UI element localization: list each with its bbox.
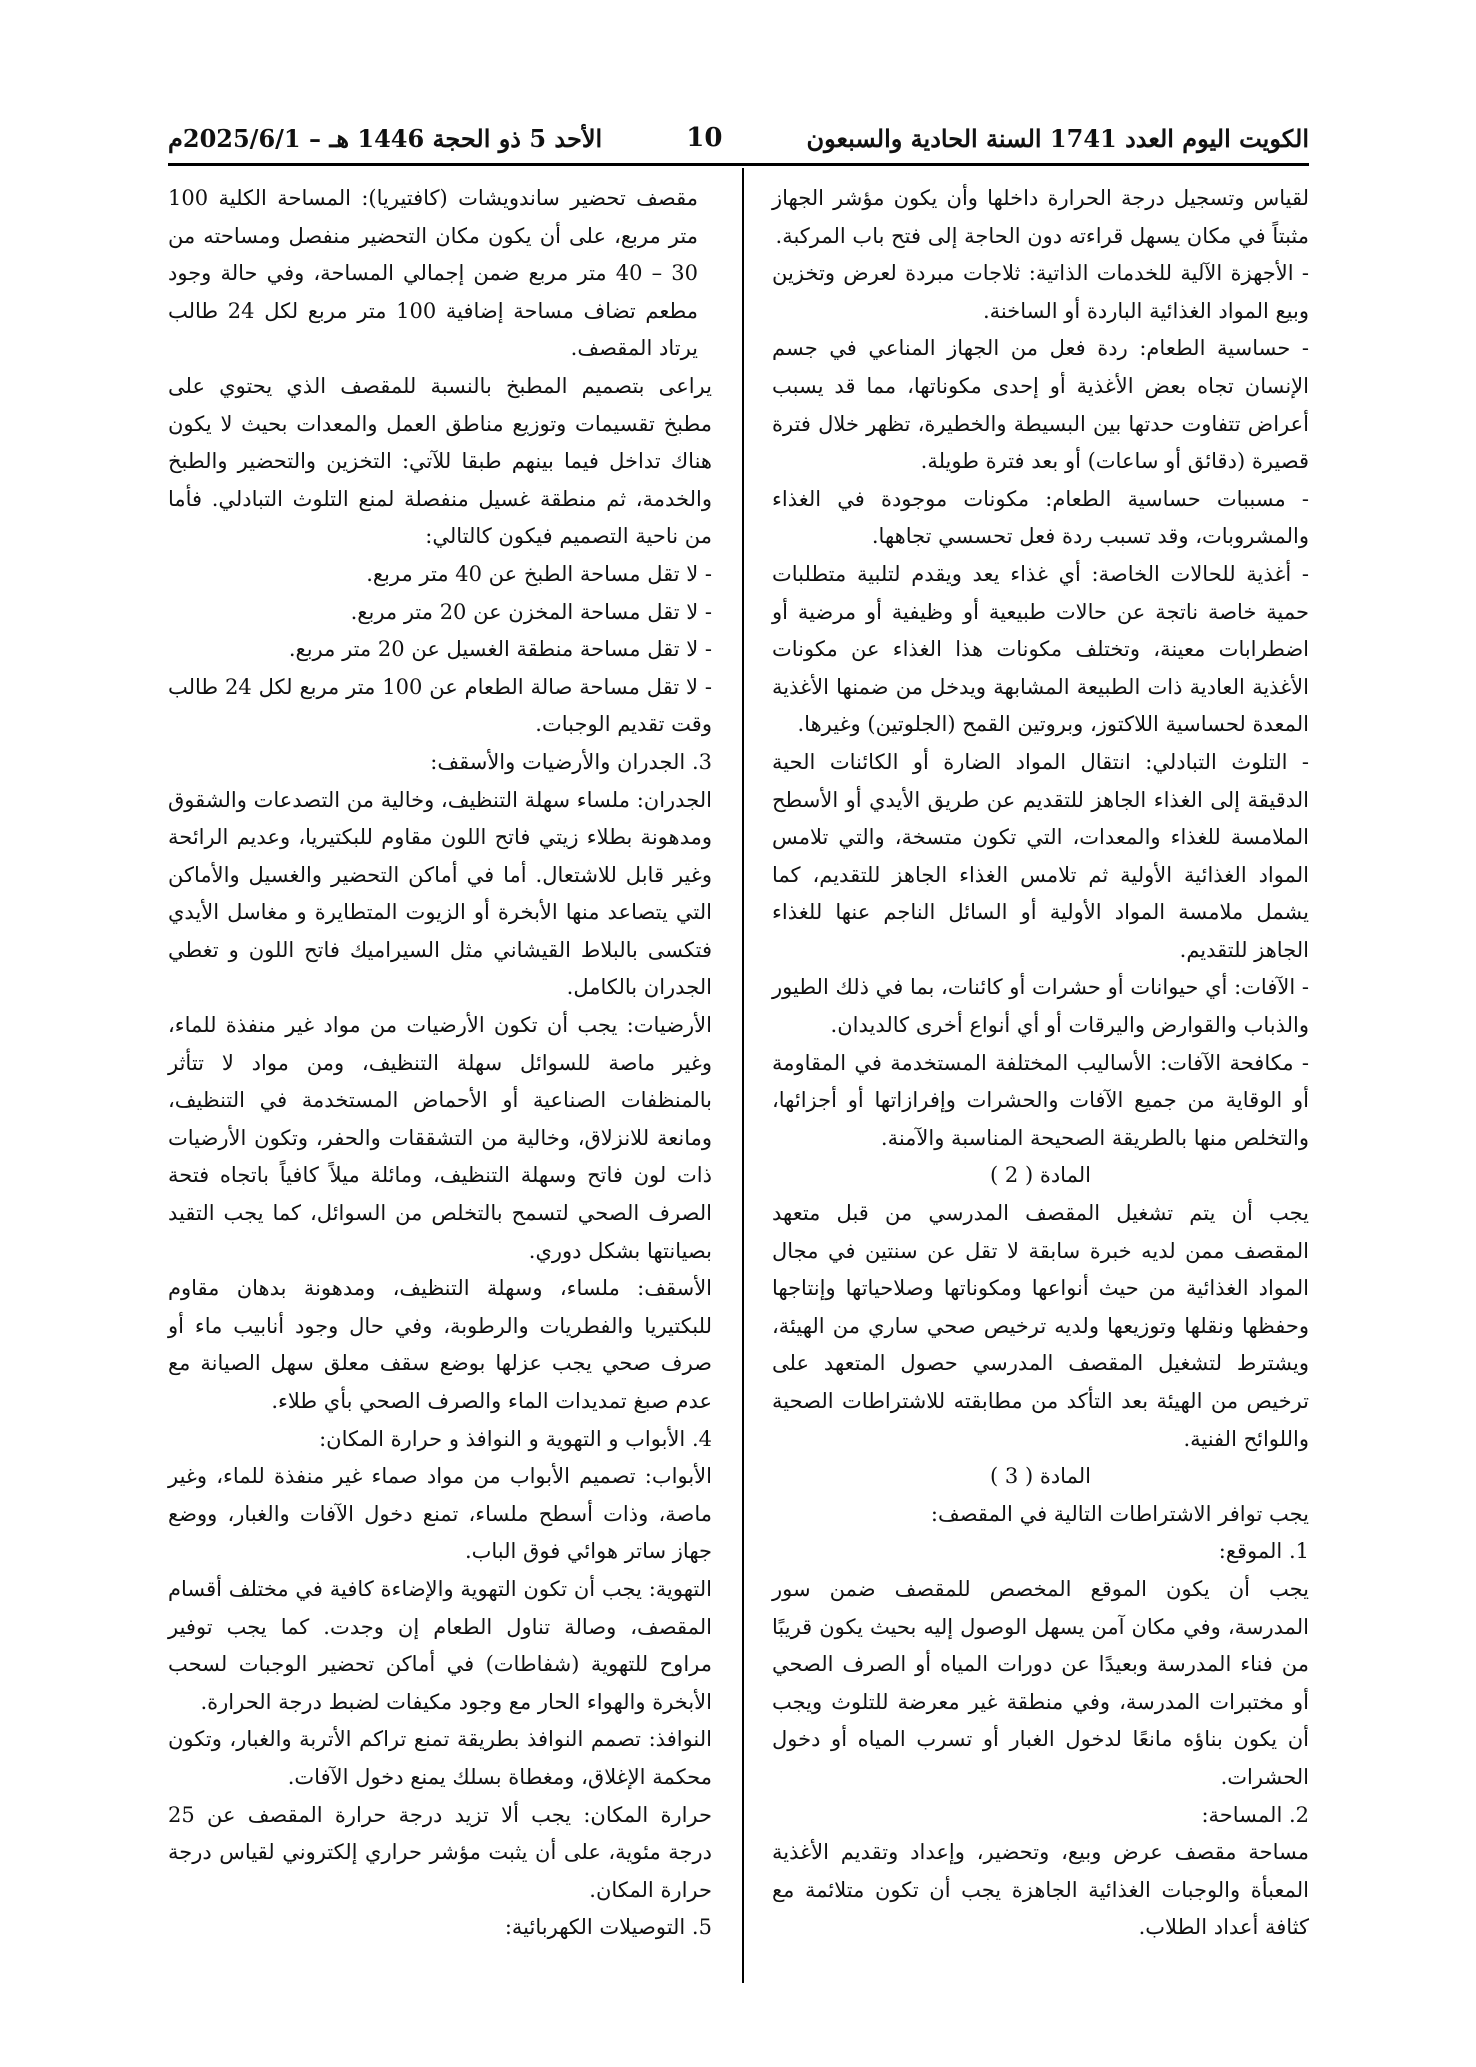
article-3-heading: المادة ( 3 ): [990, 1464, 1091, 1489]
header-rule: [168, 163, 1309, 166]
section-area-text: مساحة مقصف عرض وبيع، وتحضير، وإعداد وتقديم الأغذية المعبأة والوجبات الغذائية الجاهزة يجب أن تكون متلائمة مع كثافة أعداد الطلاب.: [772, 1840, 1309, 1940]
right-column: [772, 180, 1309, 1947]
left-column: [168, 180, 712, 1947]
temperature-text: حرارة المكان: يجب ألا تزيد درجة حرارة المقصف عن 25 درجة مئوية، على أن يثبت مؤشر حراري إلكتروني لقياس درجة حرارة المكان.: [168, 1802, 712, 1902]
publication-date: الأحد 5 ذو الحجة 1446 هـ – 2025/6/1م: [168, 123, 603, 153]
windows-text: النوافذ: تصمم النوافذ بطريقة تمنع تراكم الأتربة والغبار، وتكون محكمة الإغلاق، ومغطاة بسلك يمنع دخول الآفات.: [168, 1727, 712, 1789]
article-2-heading: المادة ( 2 ): [990, 1163, 1091, 1188]
section-location-text: يجب أن يكون الموقع المخصص للمقصف ضمن سور المدرسة، وفي مكان آمن يسهل الوصول إليه بحيث يكون قريبًا من فناء المدرسة وبعيدًا عن دورات المياه أو الصرف الصحي أو مختبرات المدرسة، وفي منطقة غير معرضة للتلوث ويجب أن يكون بناؤه مانعًا لدخول الغبار أو تسرب المياه أو دخول الحشرات.: [772, 1576, 1309, 1789]
article-2-text: يجب أن يتم تشغيل المقصف المدرسي من قبل متعهد المقصف ممن لديه خبرة سابقة لا تقل عن سنتين في مجال المواد الغذائية من حيث أنواعها ومكوناتها وصلاحياتها وإنتاجها وحفظها ونقلها وتوزيعها ولديه ترخيص صحي ساري من الهيئة، ويشترط لتشغيل المقصف المدرسي حصول المتعهد على ترخيص من الهيئة بعد التأكد من مطابقته للاشتراطات الصحية واللوائح الفنية.: [772, 1201, 1309, 1451]
section-walls-heading: 3. الجدران والأرضيات والأسقف:: [430, 749, 712, 774]
section-doors-heading: 4. الأبواب و التهوية و النوافذ و حرارة المكان:: [319, 1426, 712, 1451]
definition-special-diet-foods: - أغذية للحالات الخاصة: أي غذاء يعد ويقدم لتلبية متطلبات حمية خاصة ناتجة عن حالات طبيعية أو وظيفية أو مرضية أو اضطرابات معينة، وتختلف مكونات هذا الغذاء عن مكونات الأغذية العادية ذات الطبيعة المشابهة ويدخل من ضمنها الأغذية المعدة لحساسية اللاكتوز، وبروتين القمح (الجلوتين) وغيرها.: [772, 561, 1309, 737]
floors-text: الأرضيات: يجب أن تكون الأرضيات من مواد غير منفذة للماء، وغير ماصة للسوائل سهلة التنظيف، ومن مواد لا تتأثر بالمنظفات الصناعية أو الأحماض المستخدمة في التنظيف، ومانعة للانزلاق، وخالية من التشققات والحفر، وتكون الأرضيات ذات لون فاتح وسهلة التنظيف، ومائلة ميلاً كافياً باتجاه فتحة الصرف الصحي لتسمح بالتخلص من السوائل، كما يجب التقيد بصيانتها بشكل دوري.: [168, 1013, 712, 1263]
page-number: 10: [686, 123, 723, 153]
list-item: - لا تقل مساحة صالة الطعام عن 100 متر مربع لكل 24 طالب وقت تقديم الوجبات.: [168, 674, 713, 737]
section-electrical-heading: 5. التوصيلات الكهربائية:: [504, 1915, 712, 1940]
kitchen-design-text: يراعى بتصميم المطبخ بالنسبة للمقصف الذي يحتوي على مطبخ تقسيمات وتوزيع مناطق العمل والمعدات بحيث لا يكون هناك تداخل فيما بينهم طبقا للآتي: التخزين والتحضير والطبخ والخدمة، ثم منطقة غسيل منفصلة لمنع التلوث التبادلي. فأما من ناحية التصميم فيكون كالتالي:: [168, 373, 712, 549]
definition-pest-control: - مكافحة الآفات: الأساليب المختلفة المستخدمة في المقاومة أو الوقاية من جميع الآفات والحشرات وإفرازاتها أو أجزائها، والتخلص منها بالطريقة الصحيحة المناسبة والآمنة.: [772, 1050, 1309, 1150]
gazette-issue-info: الكويت اليوم العدد 1741 السنة الحادية والسبعون: [806, 123, 1309, 153]
list-item: - لا تقل مساحة منطقة الغسيل عن 20 متر مربع.: [288, 637, 712, 662]
definition-self-service-machines: - الأجهزة الآلية للخدمات الذاتية: ثلاجات مبردة لعرض وتخزين وبيع المواد الغذائية الباردة أو الساخنة.: [772, 261, 1309, 323]
page-header: [168, 118, 1309, 158]
column-divider: [742, 168, 744, 1983]
ventilation-text: التهوية: يجب أن تكون التهوية والإضاءة كافية في مختلف أقسام المقصف، وصالة تناول الطعام إن وجدت. كما يجب توفير مراوح للتهوية (شفاطات) في أماكن تحضير الوجبات لسحب الأبخرة والهواء الحار مع وجود مكيفات لضبط درجة الحرارة.: [168, 1576, 712, 1714]
list-item: - لا تقل مساحة الطبخ عن 40 متر مربع.: [366, 561, 712, 586]
section-area-heading: 2. المساحة:: [1201, 1802, 1309, 1827]
doors-text: الأبواب: تصميم الأبواب من مواد صماء غير منفذة للماء، وغير ماصة، وذات أسطح ملساء، تمنع دخول الآفات والغبار، ووضع جهاز ساتر هوائي فوق الباب.: [168, 1464, 712, 1564]
paragraph: لقياس وتسجيل درجة الحرارة داخلها وأن يكون مؤشر الجهاز مثبتاً في مكان يسهل قراءته دون الحاجة إلى فتح باب المركبة.: [772, 186, 1309, 248]
list-item: - لا تقل مساحة المخزن عن 20 متر مربع.: [350, 599, 712, 624]
walls-text: الجدران: ملساء سهلة التنظيف، وخالية من التصدعات والشقوق ومدهونة بطلاء زيتي فاتح اللون مقاوم للبكتيريا، وعديم الرائحة وغير قابل للاشتعال. أما في أماكن التحضير والغسيل والأماكن التي يتصاعد منها الأبخرة أو الزيوت المتطايرة و مغاسل الأيدي فتكسى بالبلاط القيشاني مثل السيراميك فاتح اللون و تغطي الجدران بالكامل.: [168, 787, 712, 1000]
article-3-intro: يجب توافر الاشتراطات التالية في المقصف:: [930, 1501, 1309, 1526]
section-location-heading: 1. الموقع:: [1218, 1539, 1309, 1564]
ceilings-text: الأسقف: ملساء، وسهلة التنظيف، ومدهونة بدهان مقاوم للبكتيريا والفطريات والرطوبة، وفي حال وجود أنابيب ماء أو صرف صحي يجب عزلها بوضع سقف معلق سهل الصيانة مع عدم صبغ تمديدات الماء والصرف الصحي بأي طلاء.: [168, 1276, 712, 1413]
definition-allergens: - مسببات حساسية الطعام: مكونات موجودة في الغذاء والمشروبات، وقد تسبب ردة فعل تحسسي تجاهها.: [772, 486, 1309, 549]
cafeteria-area-text: مقصف تحضير ساندويشات (كافتيريا): المساحة الكلية 100 متر مربع، على أن يكون مكان التحضير منفصل ومساحته من 30 – 40 متر مربع ضمن إجمالي المساحة، وفي حالة وجود مطعم تضاف مساحة إضافية 100 متر مربع لكل 24 طالب يرتاد المقصف.: [168, 186, 698, 361]
definition-food-allergy: - حساسية الطعام: ردة فعل من الجهاز المناعي في جسم الإنسان تجاه بعض الأغذية أو إحدى مكوناتها، مما قد يسبب أعراض تتفاوت حدتها بين البسيطة والخطيرة، تظهر خلال فترة قصيرة (دقائق أو ساعات) أو بعد فترة طويلة.: [772, 336, 1309, 474]
definition-pests: - الآفات: أي حيوانات أو حشرات أو كائنات، بما في ذلك الطيور والذباب والقوارض واليرقات أو أي أنواع أخرى كالديدان.: [772, 975, 1309, 1038]
definition-cross-contamination: - التلوث التبادلي: انتقال المواد الضارة أو الكائنات الحية الدقيقة إلى الغذاء الجاهز للتقديم عن طريق الأيدي أو الأسطح الملامسة للغذاء والمعدات، التي تكون متسخة، والتي تلامس المواد الغذائية الأولية ثم تلامس الغذاء الجاهز للتقديم، كما يشمل ملامسة المواد الأولية أو السائل الناجم عنها للغذاء الجاهز للتقديم.: [772, 749, 1309, 962]
